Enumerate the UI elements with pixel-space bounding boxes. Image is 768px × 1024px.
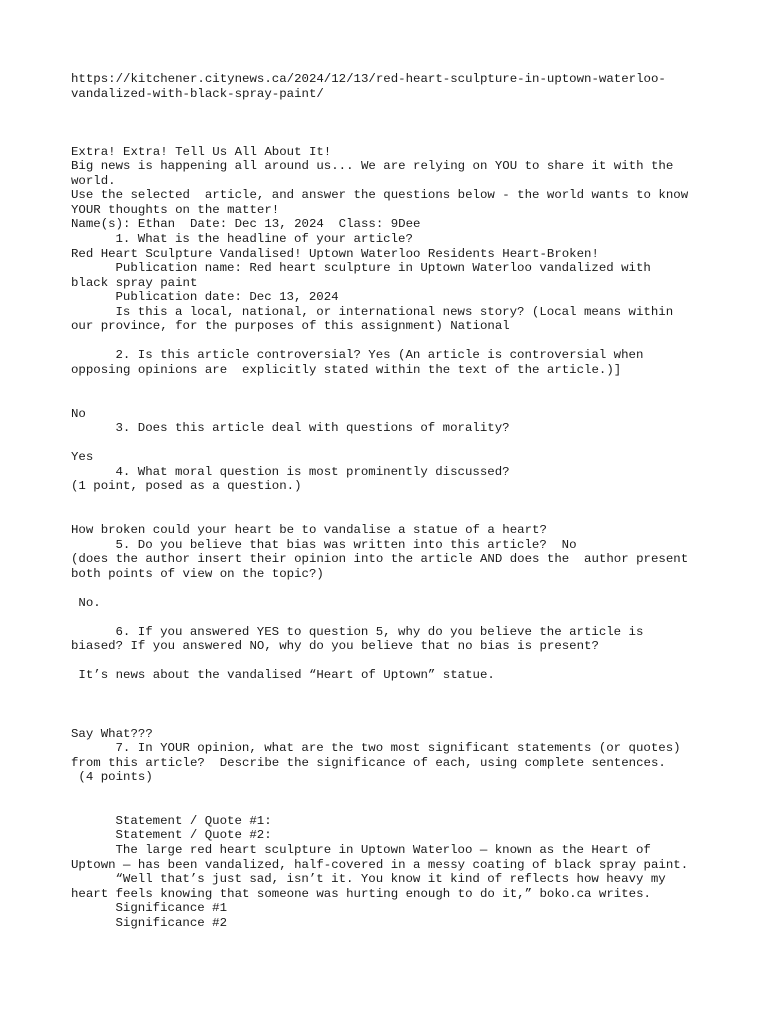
spacer bbox=[71, 654, 711, 669]
question-2: 2. Is this article controversial? Yes (An article is controversial when bbox=[115, 348, 644, 363]
article-url-continued: vandalized-with-black-spray-paint/ bbox=[71, 86, 324, 101]
answer-5: No. bbox=[71, 595, 101, 610]
question-5-note: (does the author insert their opinion into the article AND does the author present bbox=[71, 552, 689, 567]
spacer bbox=[71, 101, 711, 145]
spacer bbox=[71, 436, 711, 451]
answer-2: No bbox=[71, 406, 86, 421]
question-7-points: (4 points) bbox=[71, 770, 153, 785]
publication-name-continued: black spray paint bbox=[71, 275, 198, 290]
answer-6: It’s news about the vandalised “Heart of Uptown” statue. bbox=[71, 668, 495, 683]
statement-1-text: The large red heart sculpture in Uptown Waterloo — known as the Heart of bbox=[115, 842, 651, 857]
significance-1-label: Significance #1 bbox=[115, 901, 228, 916]
answer-3: Yes bbox=[71, 450, 94, 465]
publication-name: Publication name: Red heart sculpture in Uptown Waterloo vandalized with bbox=[115, 261, 651, 276]
question-3: 3. Does this article deal with questions of morality? bbox=[115, 421, 510, 436]
publication-date: Publication date: Dec 13, 2024 bbox=[115, 290, 339, 305]
spacer bbox=[71, 334, 711, 349]
question-7: 7. In YOUR opinion, what are the two most significant statements (or quotes) bbox=[115, 741, 681, 756]
question-4: 4. What moral question is most prominently discussed? bbox=[115, 464, 510, 479]
instructions-text: YOUR thoughts on the matter! bbox=[71, 202, 280, 217]
scope-question: Is this a local, national, or international news story? (Local means within bbox=[115, 304, 674, 319]
spacer bbox=[71, 377, 711, 406]
spacer bbox=[71, 683, 711, 727]
question-4-note: (1 point, posed as a question.) bbox=[71, 479, 302, 494]
statement-2-text-continued: heart feels knowing that someone was hurting enough to do it,” boko.ca writes. bbox=[71, 886, 651, 901]
question-6: 6. If you answered YES to question 5, why do you believe the article is bbox=[115, 624, 644, 639]
answer-4: How broken could your heart be to vandalise a statue of a heart? bbox=[71, 522, 547, 537]
spacer bbox=[71, 494, 711, 523]
question-2-continued: opposing opinions are explicitly stated within the text of the article.)] bbox=[71, 362, 622, 377]
question-7-continued: from this article? Describe the significance of each, using complete sentences. bbox=[71, 755, 666, 770]
significance-2-label: Significance #2 bbox=[115, 915, 228, 930]
question-5-note-continued: both points of view on the topic?) bbox=[71, 566, 324, 581]
intro-text: world. bbox=[71, 173, 116, 188]
statement-1-label: Statement / Quote #1: bbox=[115, 813, 272, 828]
instructions-text: Use the selected article, and answer the questions below - the world wants to know bbox=[71, 188, 689, 203]
question-6-continued: biased? If you answered NO, why do you believe that no bias is present? bbox=[71, 639, 599, 654]
worksheet-title: Extra! Extra! Tell Us All About It! bbox=[71, 144, 332, 159]
question-1: 1. What is the headline of your article? bbox=[115, 232, 413, 247]
statement-1-text-continued: Uptown — has been vandalized, half-covered in a messy coating of black spray paint. bbox=[71, 857, 689, 872]
section-heading: Say What??? bbox=[71, 726, 153, 741]
question-5: 5. Do you believe that bias was written into this article? No bbox=[115, 537, 577, 552]
spacer bbox=[71, 581, 711, 596]
intro-text: Big news is happening all around us... We are relying on YOU to share it with the bbox=[71, 159, 674, 174]
scope-question-answer: our province, for the purposes of this assignment) National bbox=[71, 319, 510, 334]
article-url: https://kitchener.citynews.ca/2024/12/13/red-heart-sculpture-in-uptown-waterloo- bbox=[71, 72, 666, 86]
spacer bbox=[71, 785, 711, 814]
statement-2-text: “Well that’s just sad, isn’t it. You know it kind of reflects how heavy my bbox=[115, 872, 666, 887]
answer-headline: Red Heart Sculpture Vandalised! Uptown Waterloo Residents Heart-Broken! bbox=[71, 246, 599, 261]
name-date-class-line: Name(s): Ethan Date: Dec 13, 2024 Class: 9Dee bbox=[71, 217, 421, 232]
document-page bbox=[71, 72, 711, 930]
statement-2-label: Statement / Quote #2: bbox=[115, 828, 272, 843]
spacer bbox=[71, 610, 711, 625]
